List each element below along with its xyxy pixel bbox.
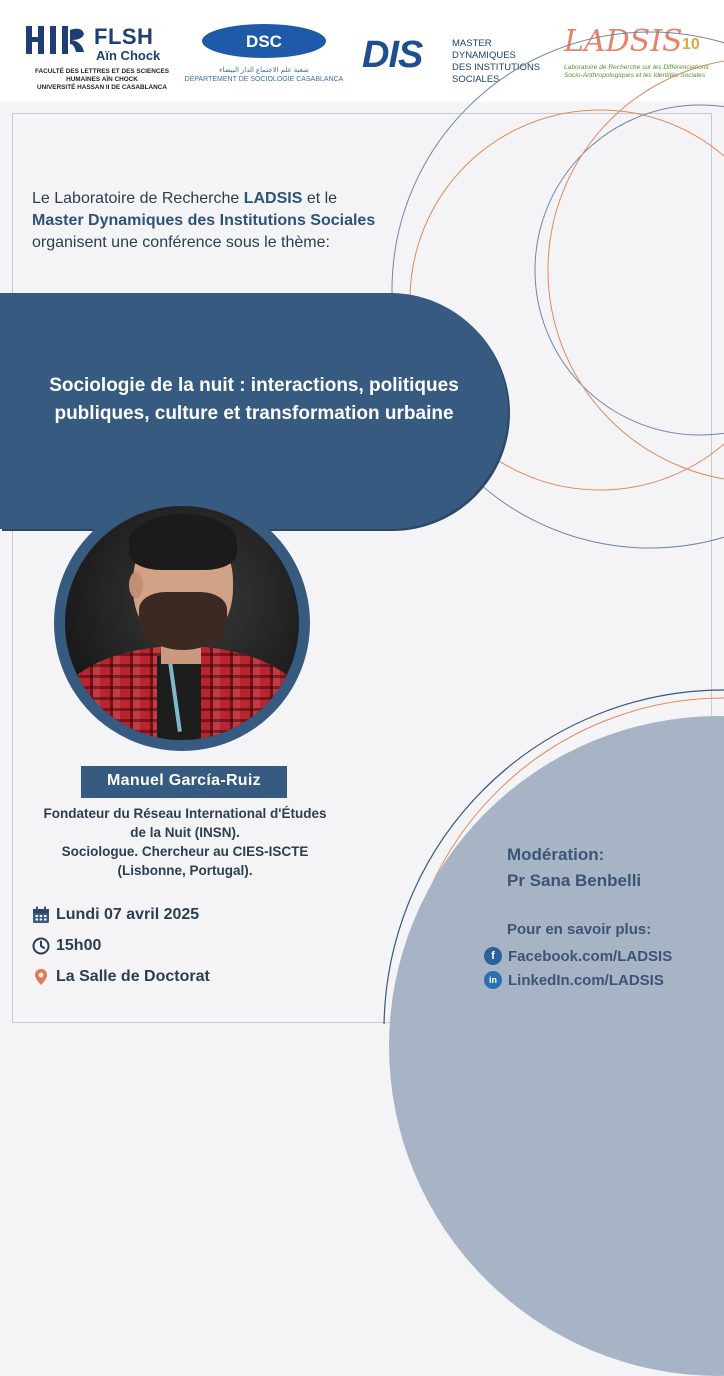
ladsis-name: LADSIS — [243, 190, 303, 207]
clock-icon — [32, 937, 50, 955]
ladsis-title: LADSIS — [564, 24, 683, 59]
flsh-caption: FACULTÉ DES LETTRES ET DES SCIENCES HUMAINES AÏN CHOCK UNIVERSITÉ HASSAN II DE CASABLANCA — [34, 68, 170, 91]
location-pin-icon — [32, 968, 50, 986]
moderator-name: Pr Sana Benbelli — [507, 871, 642, 890]
dis-title: DIS — [362, 34, 423, 76]
dsc-caption: شعبة علم الاجتماع الدار البيضاء DÉPARTEMENT DE SOCIOLOGIE CASABLANCA — [184, 67, 344, 83]
linkedin-icon: in — [484, 971, 502, 989]
speaker-photo — [65, 506, 299, 740]
ladsis-caption: Laboratoire de Recherche sur les Différenciations Socio-Anthropologiques et les Identités Sociales — [564, 64, 709, 79]
more-info-label: Pour en savoir plus: — [507, 921, 652, 938]
dis-caption: MASTER DYNAMIQUES DES INSTITUTIONS SOCIALES — [452, 38, 541, 85]
ladsis-anniversary: 10 — [682, 36, 700, 53]
speaker-bio: Fondateur du Réseau International d'Études de la Nuit (INSN). Sociologue. Chercheur au CIES-ISCTE (Lisbonne, Portugal). — [43, 806, 327, 878]
moderation-label: Modération: — [507, 845, 605, 864]
facebook-icon: f — [484, 947, 502, 965]
event-time: 15h00 — [32, 937, 101, 955]
dsc-title: DSC — [246, 32, 282, 51]
calendar-icon — [32, 906, 50, 924]
speaker-name: Manuel García-Ruiz — [107, 772, 261, 789]
flsh-title: FLSH — [94, 24, 154, 49]
event-date: Lundi 07 avril 2025 — [32, 906, 199, 924]
linkedin-link[interactable]: in LinkedIn.com/LADSIS — [484, 971, 664, 989]
event-location: La Salle de Doctorat — [32, 968, 210, 986]
facebook-link[interactable]: f Facebook.com/LADSIS — [484, 947, 672, 965]
conference-theme: Sociologie de la nuit : interactions, politiques publiques, culture et transformation urbaine — [49, 375, 459, 424]
master-name: Master Dynamiques des Institutions Sociales — [32, 212, 376, 229]
intro-text: Le Laboratoire de Recherche LADSIS et le Master Dynamiques des Institutions Sociales organisent une conférence sous le thème: — [32, 190, 376, 251]
flsh-subtitle: Aïn Chock — [96, 48, 161, 63]
